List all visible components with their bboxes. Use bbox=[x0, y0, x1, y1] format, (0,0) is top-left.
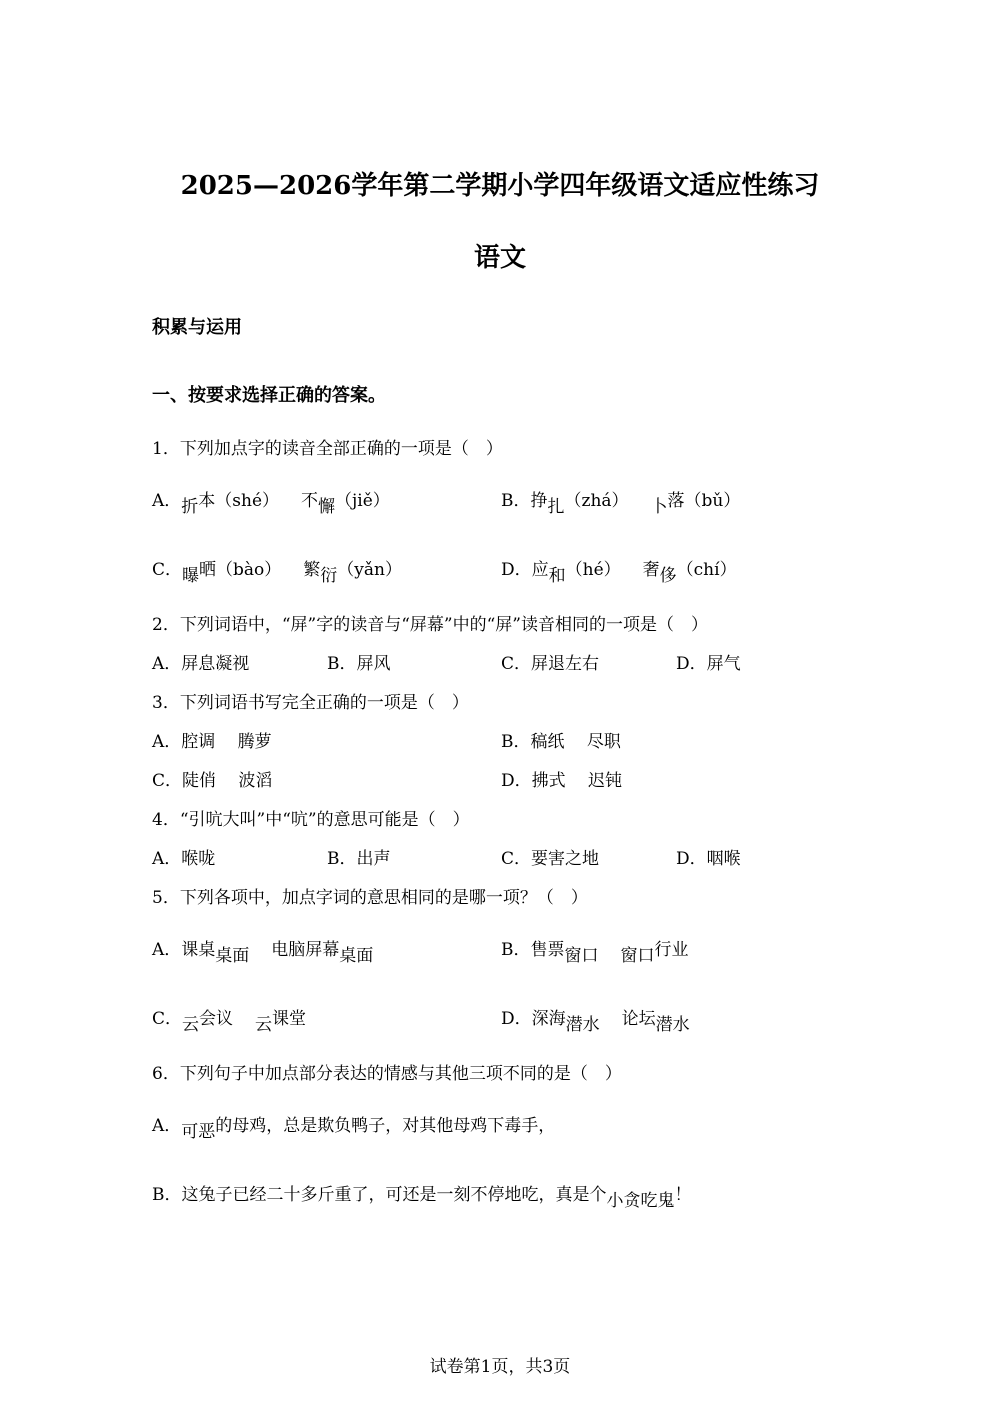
q2-option-a[interactable]: A．屏息凝视 bbox=[152, 654, 250, 674]
q3-option-d[interactable]: D．拂式 迟钝 bbox=[501, 771, 623, 791]
dotted-word: 桌面 bbox=[339, 946, 374, 966]
q6-option-b[interactable] bbox=[152, 1183, 692, 1211]
pinyin: （bào） bbox=[216, 560, 282, 580]
section-title: 一、按要求选择正确的答案。 bbox=[152, 385, 386, 406]
dotted-word: 云 bbox=[182, 1015, 200, 1035]
option-letter: A． bbox=[152, 1116, 182, 1136]
dotted-word: 窗口 bbox=[620, 946, 655, 966]
dotted-char: 曝 bbox=[182, 566, 200, 586]
word: 电脑屏幕 bbox=[271, 940, 340, 960]
sentence: 这兔子已经二十多斤重了，可还是一刻不停地吃，真是个 bbox=[181, 1185, 607, 1205]
q2-option-d[interactable]: D．屏气 bbox=[676, 654, 741, 674]
word-char: 应 bbox=[531, 560, 549, 580]
word: 论坛 bbox=[621, 1009, 656, 1029]
q2-option-b[interactable]: B．屏风 bbox=[327, 654, 391, 674]
option-letter: B． bbox=[501, 491, 531, 511]
page-footer: 试卷第1页，共3页 bbox=[429, 1357, 571, 1377]
dotted-word: 桌面 bbox=[215, 946, 250, 966]
q4-option-b[interactable]: B．出声 bbox=[327, 849, 391, 869]
sentence: 的母鸡，总是欺负鸭子，对其他母鸡下毒手， bbox=[215, 1116, 556, 1136]
question-3-stem: 3．下列词语书写完全正确的一项是（ ） bbox=[152, 693, 469, 713]
word-char: 晒 bbox=[199, 560, 217, 580]
dotted-char: 侈 bbox=[659, 566, 677, 586]
pinyin: （hé） bbox=[565, 560, 621, 580]
pinyin: （zhá） bbox=[564, 491, 629, 511]
pinyin: （shé） bbox=[215, 491, 280, 511]
q3-option-a[interactable]: A．腔调 腾萝 bbox=[152, 732, 272, 752]
option-letter: D． bbox=[501, 1009, 532, 1029]
word-char: 挣 bbox=[530, 491, 548, 511]
option-letter: B． bbox=[501, 940, 531, 960]
q5-option-d[interactable] bbox=[501, 1007, 690, 1035]
pinyin: （yǎn） bbox=[337, 560, 402, 580]
q3-option-b[interactable]: B．稿纸 尽职 bbox=[501, 732, 621, 752]
question-4-stem: 4．“引吭大叫”中“吭”的意思可能是（ ） bbox=[152, 810, 470, 830]
dotted-word: 云 bbox=[255, 1015, 273, 1035]
dotted-char: 卜 bbox=[650, 497, 668, 517]
word: 课桌 bbox=[181, 940, 216, 960]
q1-option-b[interactable] bbox=[501, 489, 741, 517]
pinyin: （jiě） bbox=[335, 491, 390, 511]
word: 行业 bbox=[654, 940, 689, 960]
word-char: 本 bbox=[198, 491, 216, 511]
q1-option-c[interactable] bbox=[152, 558, 402, 586]
q4-option-d[interactable]: D．咽喉 bbox=[676, 849, 741, 869]
q2-option-c[interactable]: C．屏退左右 bbox=[501, 654, 600, 674]
option-letter: A． bbox=[152, 491, 182, 511]
dotted-char: 扎 bbox=[547, 497, 565, 517]
option-letter: B． bbox=[152, 1185, 182, 1205]
word: 会议 bbox=[199, 1009, 234, 1029]
exam-subject: 语文 bbox=[473, 243, 526, 273]
dotted-char: 懈 bbox=[318, 497, 336, 517]
exam-title: 2025—2026学年第二学期小学四年级语文适应性练习 bbox=[180, 171, 820, 201]
question-5-stem: 5．下列各项中，加点字词的意思相同的是哪一项？（ ） bbox=[152, 888, 588, 908]
dotted-word: 潜水 bbox=[565, 1015, 600, 1035]
question-2-stem: 2．下列词语中，“屏”字的读音与“屏幕”中的“屏”读音相同的一项是（ ） bbox=[152, 615, 708, 635]
dotted-word: 窗口 bbox=[564, 946, 599, 966]
q3-option-c[interactable]: C．陡俏 波滔 bbox=[152, 771, 273, 791]
q4-option-c[interactable]: C．要害之地 bbox=[501, 849, 600, 869]
option-letter: C． bbox=[152, 560, 183, 580]
dotted-phrase: 小贪吃鬼 bbox=[606, 1191, 675, 1211]
q5-option-c[interactable] bbox=[152, 1007, 307, 1035]
pinyin: （chí） bbox=[676, 560, 737, 580]
word: 售票 bbox=[530, 940, 565, 960]
word-char: 落 bbox=[667, 491, 685, 511]
dotted-char: 衍 bbox=[320, 566, 338, 586]
word-char: 繁 bbox=[303, 560, 321, 580]
question-6-stem: 6．下列句子中加点部分表达的情感与其他三项不同的是（ ） bbox=[152, 1064, 622, 1084]
word-char: 奢 bbox=[642, 560, 660, 580]
q1-option-d[interactable] bbox=[501, 558, 737, 586]
option-letter: A． bbox=[152, 940, 182, 960]
q6-option-a[interactable] bbox=[152, 1114, 556, 1142]
q1-option-a[interactable] bbox=[152, 489, 390, 517]
pinyin: （bǔ） bbox=[684, 491, 741, 511]
q4-option-a[interactable]: A．喉咙 bbox=[152, 849, 216, 869]
word: 深海 bbox=[531, 1009, 566, 1029]
dotted-char: 和 bbox=[548, 566, 566, 586]
sentence-end: ！ bbox=[674, 1185, 692, 1205]
option-letter: C． bbox=[152, 1009, 183, 1029]
dotted-word: 潜水 bbox=[655, 1015, 690, 1035]
word: 课堂 bbox=[272, 1009, 307, 1029]
q5-option-a[interactable] bbox=[152, 938, 374, 966]
dotted-char: 折 bbox=[181, 497, 199, 517]
dotted-phrase: 可恶 bbox=[181, 1122, 216, 1142]
q5-option-b[interactable] bbox=[501, 938, 689, 966]
part-title: 积累与运用 bbox=[152, 317, 242, 338]
option-letter: D． bbox=[501, 560, 532, 580]
word-char: 不 bbox=[301, 491, 319, 511]
question-1-stem: 1．下列加点字的读音全部正确的一项是（ ） bbox=[152, 439, 503, 459]
